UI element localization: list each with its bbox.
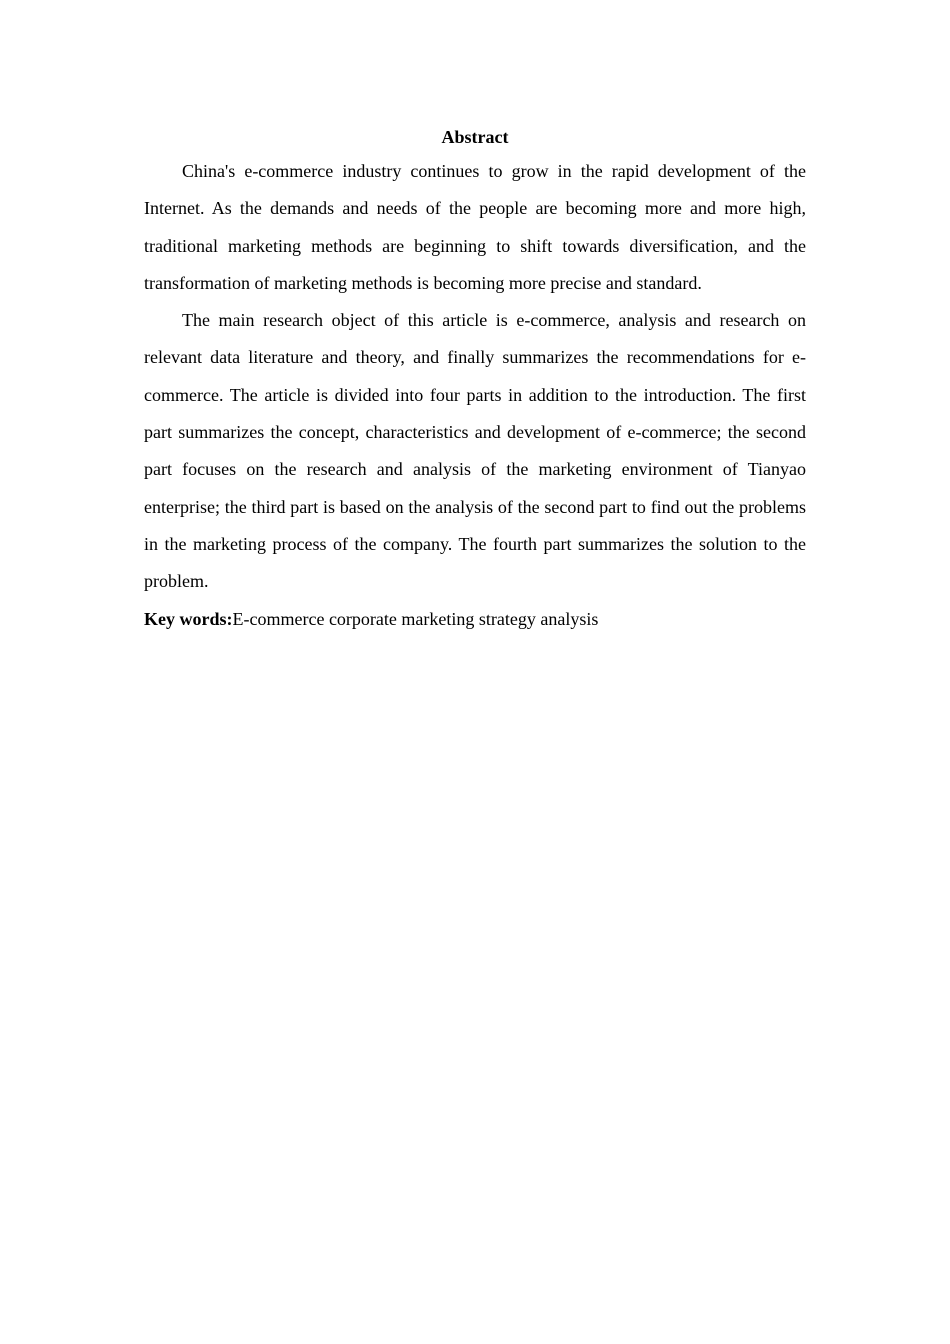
abstract-paragraph-2: The main research object of this article is e-commerce, analysis and research on relevant data literature and theory, and finally summarizes the recommendations for e-commerce. The article is divided into four parts in addition to the introduction. The first part summarizes the concept, characteristics and development of e-commerce; the second part focuses on the research and analysis of the marketing environment of Tianyao enterprise; the third part is based on the analysis of the second part to find out the problems in the marketing process of the company. The fourth part summarizes the solution to the problem. — [144, 310, 806, 592]
keywords-text: E-commerce corporate marketing strategy analysis — [232, 608, 599, 629]
abstract-paragraph-1: China's e-commerce industry continues to grow in the rapid development of the Internet. As the demands and needs of the people are becoming more and more high, traditional marketing methods are beginning to shift towards diversification, and the transformation of marketing methods is becoming more precise and standard. — [144, 161, 806, 293]
abstract-title: Abstract — [441, 127, 509, 147]
keywords-line — [144, 601, 806, 638]
abstract-section — [144, 121, 806, 638]
keywords-label: Key words: — [144, 608, 233, 629]
